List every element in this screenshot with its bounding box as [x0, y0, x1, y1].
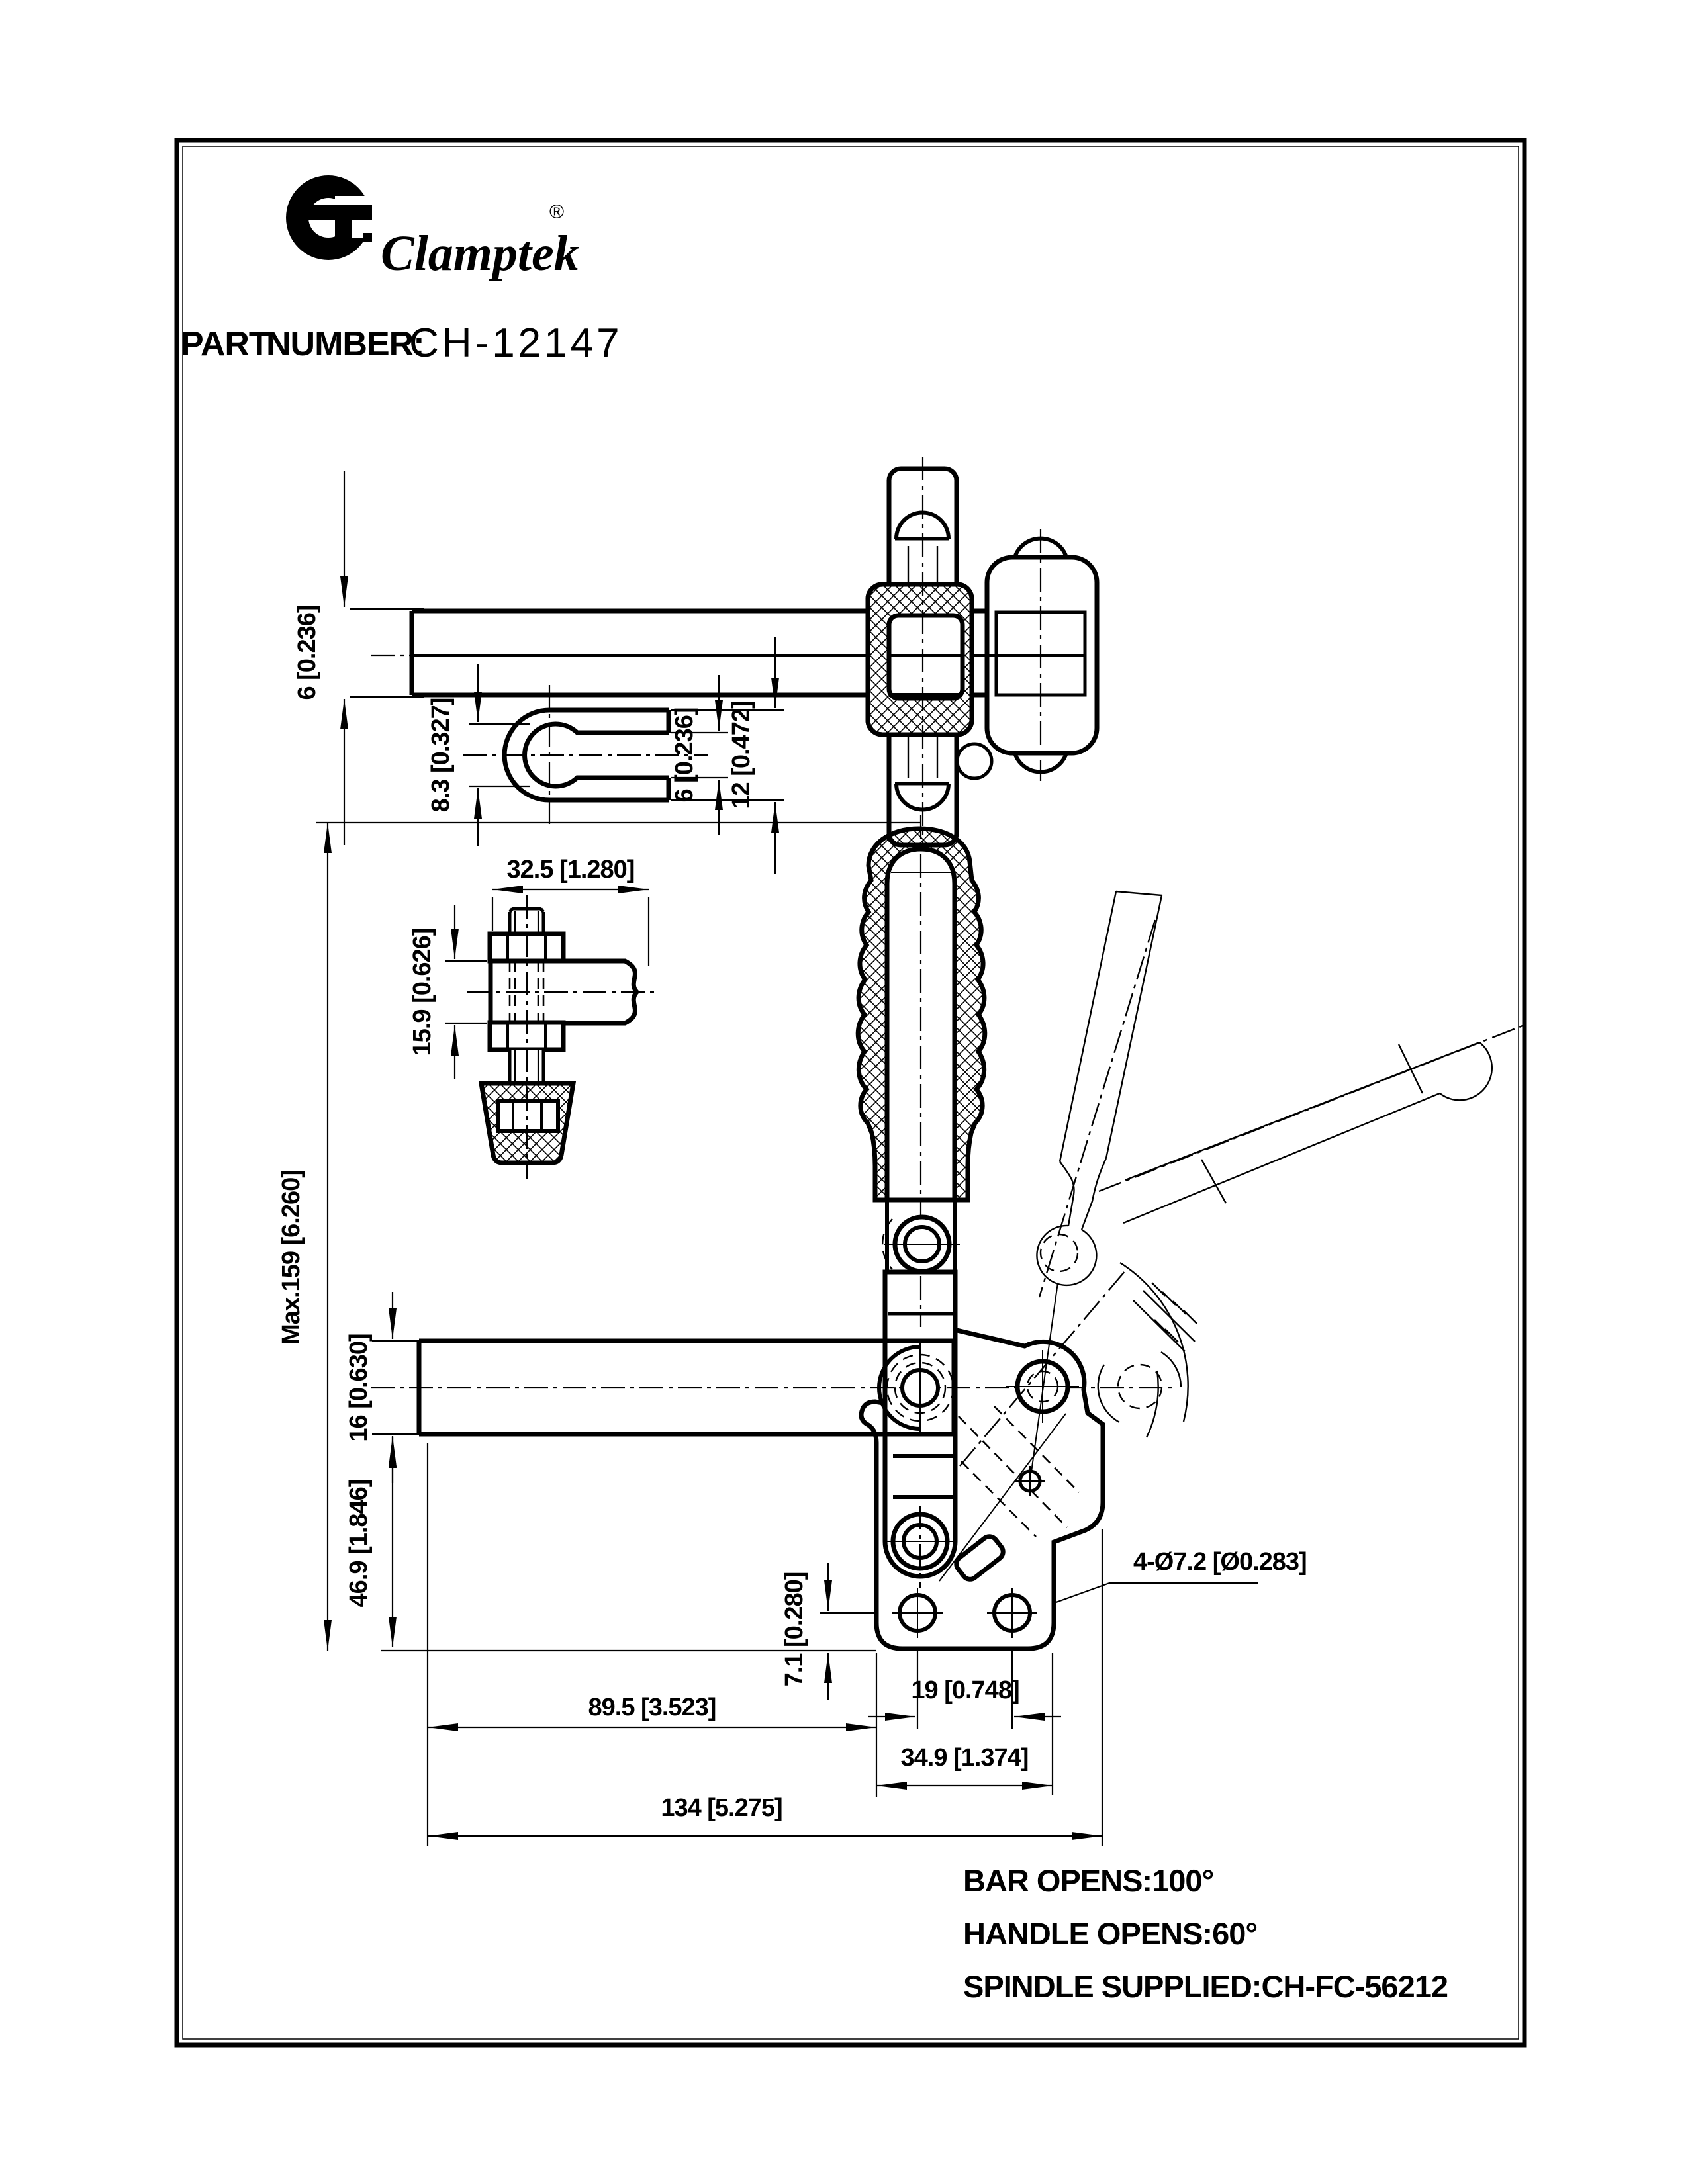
dim-clevis-slot: 6 [0.236]: [671, 707, 698, 803]
brand-logo: [286, 175, 579, 281]
logo-mark: [286, 175, 375, 260]
note-spindle-supplied: SPINDLE SUPPLIED:CH-FC-56212: [963, 1969, 1448, 2004]
dim-bar-thickness: 6 [0.236]: [293, 605, 321, 700]
number-label: NUMBER:: [266, 325, 424, 363]
spindle-view: [445, 889, 654, 1179]
dim-hole-offset: 7.1 [0.280]: [780, 1572, 808, 1687]
dim-clevis-width: 12 [0.472]: [727, 701, 755, 809]
brand-wordmark: Clamptek: [381, 226, 579, 281]
drawing-frame: [177, 140, 1524, 2045]
part-label: PART: [181, 325, 269, 363]
dim-bar-height: 16 [0.630]: [345, 1334, 373, 1442]
dim-spindle-bar-height: 15.9 [0.626]: [408, 928, 436, 1056]
part-number-value: CH-12147: [409, 320, 623, 366]
dim-hole-spacing: 19 [0.748]: [911, 1676, 1019, 1704]
dim-clevis-seat: 8.3 [0.327]: [427, 698, 455, 813]
notes-block: [963, 1863, 1448, 2004]
dim-mounting-holes: 4-Ø7.2 [Ø0.283]: [1133, 1548, 1307, 1576]
dim-base-to-bar: 46.9 [1.846]: [345, 1479, 373, 1608]
registered-mark: ®: [549, 201, 565, 223]
dim-base-width: 34.9 [1.374]: [900, 1744, 1029, 1772]
dim-overall-length: 134 [5.275]: [661, 1794, 782, 1822]
note-bar-opens: BAR OPENS:100°: [963, 1863, 1214, 1898]
top-view: [344, 457, 1097, 857]
dim-max-height: Max.159 [6.260]: [277, 1170, 305, 1345]
note-handle-opens: HANDLE OPENS:60°: [963, 1916, 1258, 1951]
part-number-row: [181, 320, 623, 366]
dim-spindle-length: 32.5 [1.280]: [506, 856, 635, 884]
front-view: [316, 815, 1258, 1846]
dim-bar-reach: 89.5 [3.523]: [588, 1694, 716, 1721]
